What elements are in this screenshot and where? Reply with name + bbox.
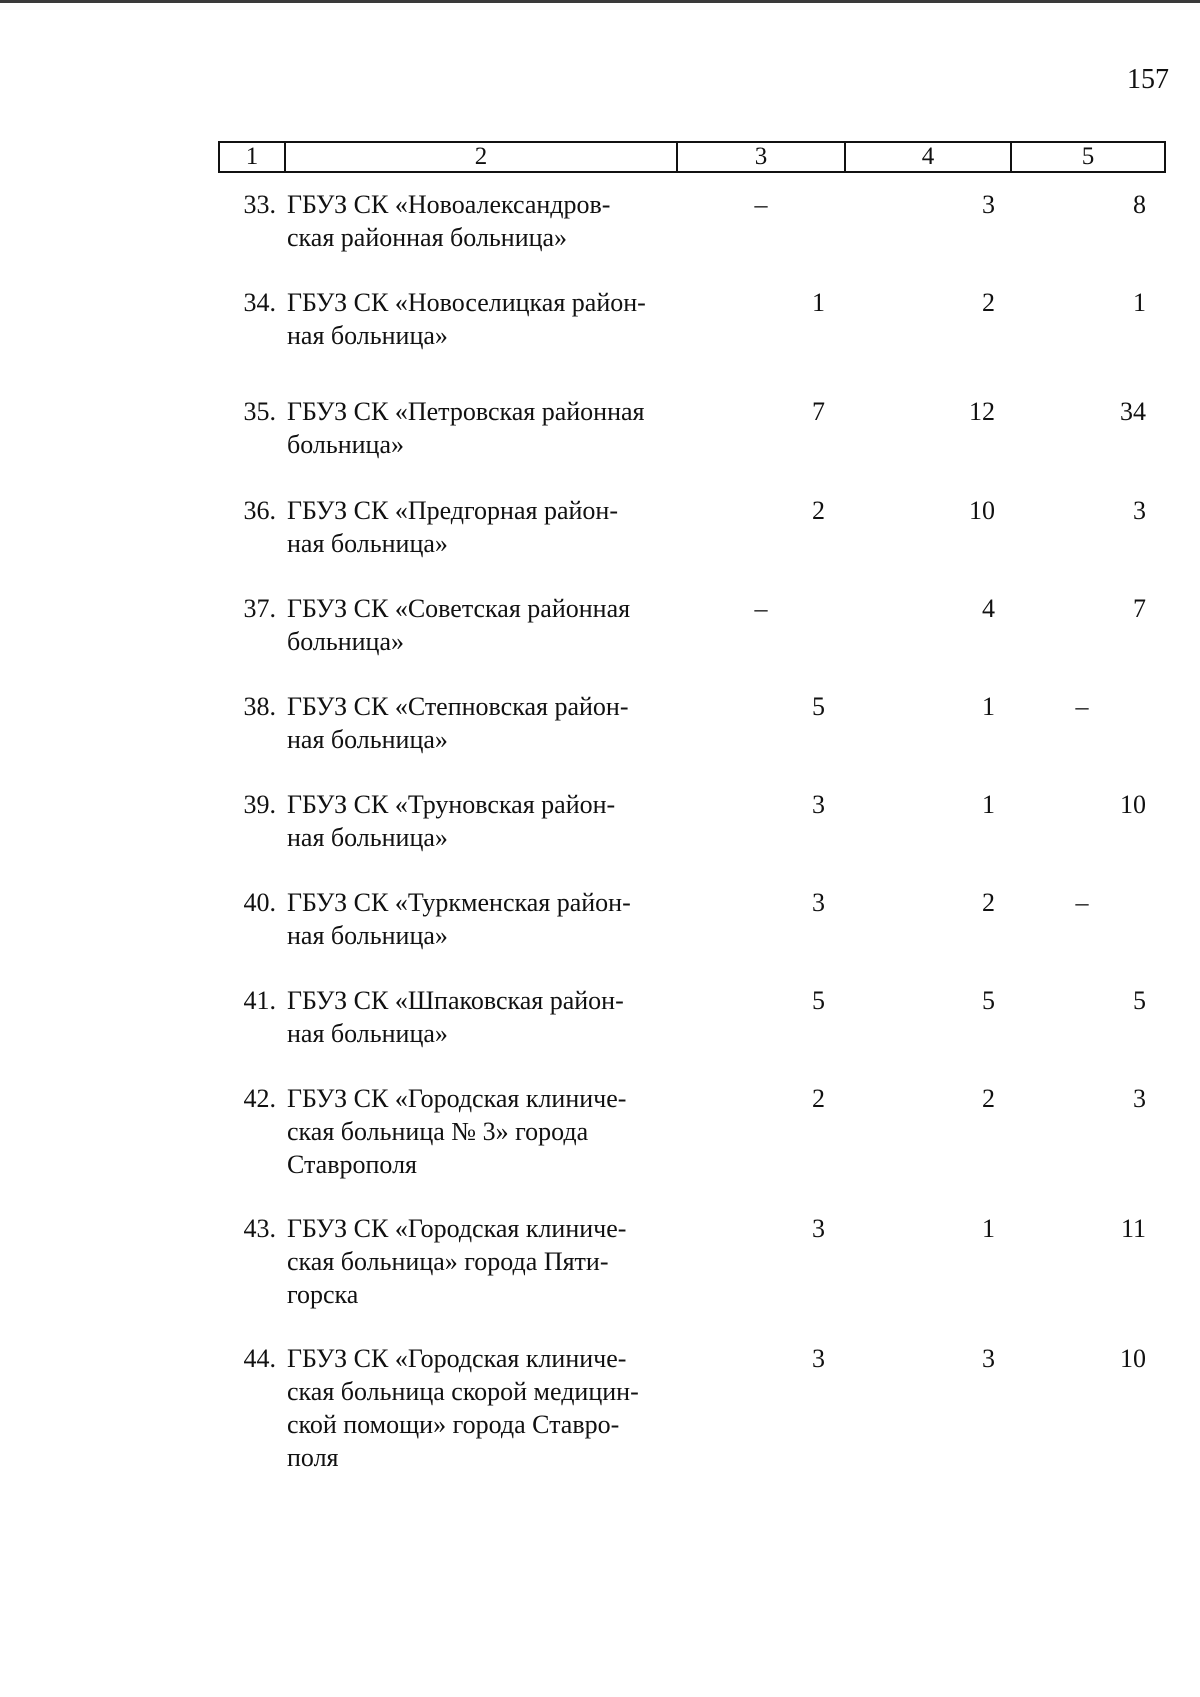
- institution-name-line: Ставрополя: [287, 1150, 417, 1179]
- institution-name-line: ная больница»: [287, 529, 448, 558]
- value-column-3: 1: [812, 288, 825, 317]
- row-number: 39.: [243, 790, 276, 819]
- row-number: 43.: [243, 1214, 276, 1243]
- institution-name-line: ская больница скорой медицин-: [287, 1377, 639, 1406]
- institution-name-line: ская больница № 3» города: [287, 1117, 589, 1146]
- value-column-4: 5: [982, 986, 995, 1015]
- value-column-5: 8: [1133, 190, 1146, 219]
- institution-name-line: ГБУЗ СК «Предгорная район-: [287, 496, 618, 525]
- value-column-5: 11: [1120, 1214, 1146, 1243]
- row-number: 38.: [243, 692, 276, 721]
- institution-name-line: ГБУЗ СК «Городская клиниче-: [287, 1344, 627, 1373]
- institution-name-line: ская больница» города Пяти-: [287, 1247, 609, 1276]
- institution-name: [287, 188, 673, 254]
- value-column-5: 1: [1133, 288, 1146, 317]
- value-column-3: 3: [812, 888, 825, 917]
- value-column-4: 1: [982, 692, 995, 721]
- row-number: 33.: [243, 190, 276, 219]
- institution-name: [287, 395, 673, 461]
- institution-name-line: ГБУЗ СК «Городская клиниче-: [287, 1214, 627, 1243]
- value-column-5: 7: [1133, 594, 1146, 623]
- institution-name: [287, 1082, 673, 1181]
- value-column-5: –: [1075, 888, 1089, 917]
- row-number: 42.: [243, 1084, 276, 1113]
- institution-name: [287, 286, 673, 352]
- value-column-4: 3: [982, 190, 995, 219]
- column-header-4: 4: [845, 142, 1011, 172]
- institution-name-line: поля: [287, 1443, 339, 1472]
- column-header-2: 2: [285, 142, 677, 172]
- value-column-4: 10: [969, 496, 995, 525]
- value-column-3: 2: [812, 1084, 825, 1113]
- institution-name-line: ная больница»: [287, 725, 448, 754]
- institution-name-line: ГБУЗ СК «Петровская районная: [287, 397, 645, 426]
- institution-name: [287, 592, 673, 658]
- row-number: 41.: [243, 986, 276, 1015]
- page-number: 157: [1127, 64, 1169, 95]
- value-column-3: –: [754, 190, 768, 219]
- institution-name-line: ГБУЗ СК «Новоалександров-: [287, 190, 611, 219]
- row-number: 37.: [243, 594, 276, 623]
- institution-name: [287, 1342, 673, 1474]
- institution-name-line: ная больница»: [287, 921, 448, 950]
- value-column-4: 3: [982, 1344, 995, 1373]
- value-column-3: 3: [812, 1214, 825, 1243]
- value-column-4: 2: [982, 888, 995, 917]
- institution-name-line: ная больница»: [287, 1019, 448, 1048]
- row-number: 40.: [243, 888, 276, 917]
- row-number: 34.: [243, 288, 276, 317]
- column-header-1: 1: [219, 142, 285, 172]
- institution-name: [287, 690, 673, 756]
- column-header-3: 3: [677, 142, 845, 172]
- institution-name: [287, 886, 673, 952]
- row-number: 36.: [243, 496, 276, 525]
- institution-name-line: горска: [287, 1280, 359, 1309]
- value-column-4: 4: [982, 594, 995, 623]
- value-column-5: 5: [1133, 986, 1146, 1015]
- value-column-3: –: [754, 594, 768, 623]
- value-column-4: 2: [982, 1084, 995, 1113]
- institution-name-line: ГБУЗ СК «Туркменская район-: [287, 888, 631, 917]
- institution-name: [287, 1212, 673, 1311]
- value-column-3: 2: [812, 496, 825, 525]
- institution-name-line: ская районная больница»: [287, 223, 568, 252]
- institution-name-line: ГБУЗ СК «Труновская район-: [287, 790, 616, 819]
- institution-name-line: больница»: [287, 627, 404, 656]
- value-column-5: –: [1075, 692, 1089, 721]
- institution-name-line: больница»: [287, 430, 404, 459]
- institution-name-line: ная больница»: [287, 823, 448, 852]
- value-column-3: 5: [812, 986, 825, 1015]
- value-column-3: 3: [812, 790, 825, 819]
- value-column-4: 1: [982, 790, 995, 819]
- value-column-4: 2: [982, 288, 995, 317]
- value-column-5: 3: [1133, 496, 1146, 525]
- institution-name-line: ГБУЗ СК «Шпаковская район-: [287, 986, 624, 1015]
- row-number: 35.: [243, 397, 276, 426]
- institution-name-line: ГБУЗ СК «Новоселицкая район-: [287, 288, 646, 317]
- institution-name-line: ГБУЗ СК «Городская клиниче-: [287, 1084, 627, 1113]
- row-number: 44.: [243, 1344, 276, 1373]
- institution-name-line: ная больница»: [287, 321, 448, 350]
- column-header-5: 5: [1011, 142, 1165, 172]
- institution-name-line: ской помощи» города Ставро-: [287, 1410, 620, 1439]
- value-column-5: 10: [1120, 790, 1146, 819]
- institution-name: [287, 494, 673, 560]
- value-column-5: 34: [1120, 397, 1146, 426]
- institution-name: [287, 984, 673, 1050]
- value-column-5: 3: [1133, 1084, 1146, 1113]
- value-column-5: 10: [1120, 1344, 1146, 1373]
- value-column-4: 1: [982, 1214, 995, 1243]
- institution-name-line: ГБУЗ СК «Советская районная: [287, 594, 631, 623]
- value-column-3: 5: [812, 692, 825, 721]
- value-column-3: 3: [812, 1344, 825, 1373]
- value-column-4: 12: [969, 397, 995, 426]
- institution-name: [287, 788, 673, 854]
- value-column-3: 7: [812, 397, 825, 426]
- institution-name-line: ГБУЗ СК «Степновская район-: [287, 692, 629, 721]
